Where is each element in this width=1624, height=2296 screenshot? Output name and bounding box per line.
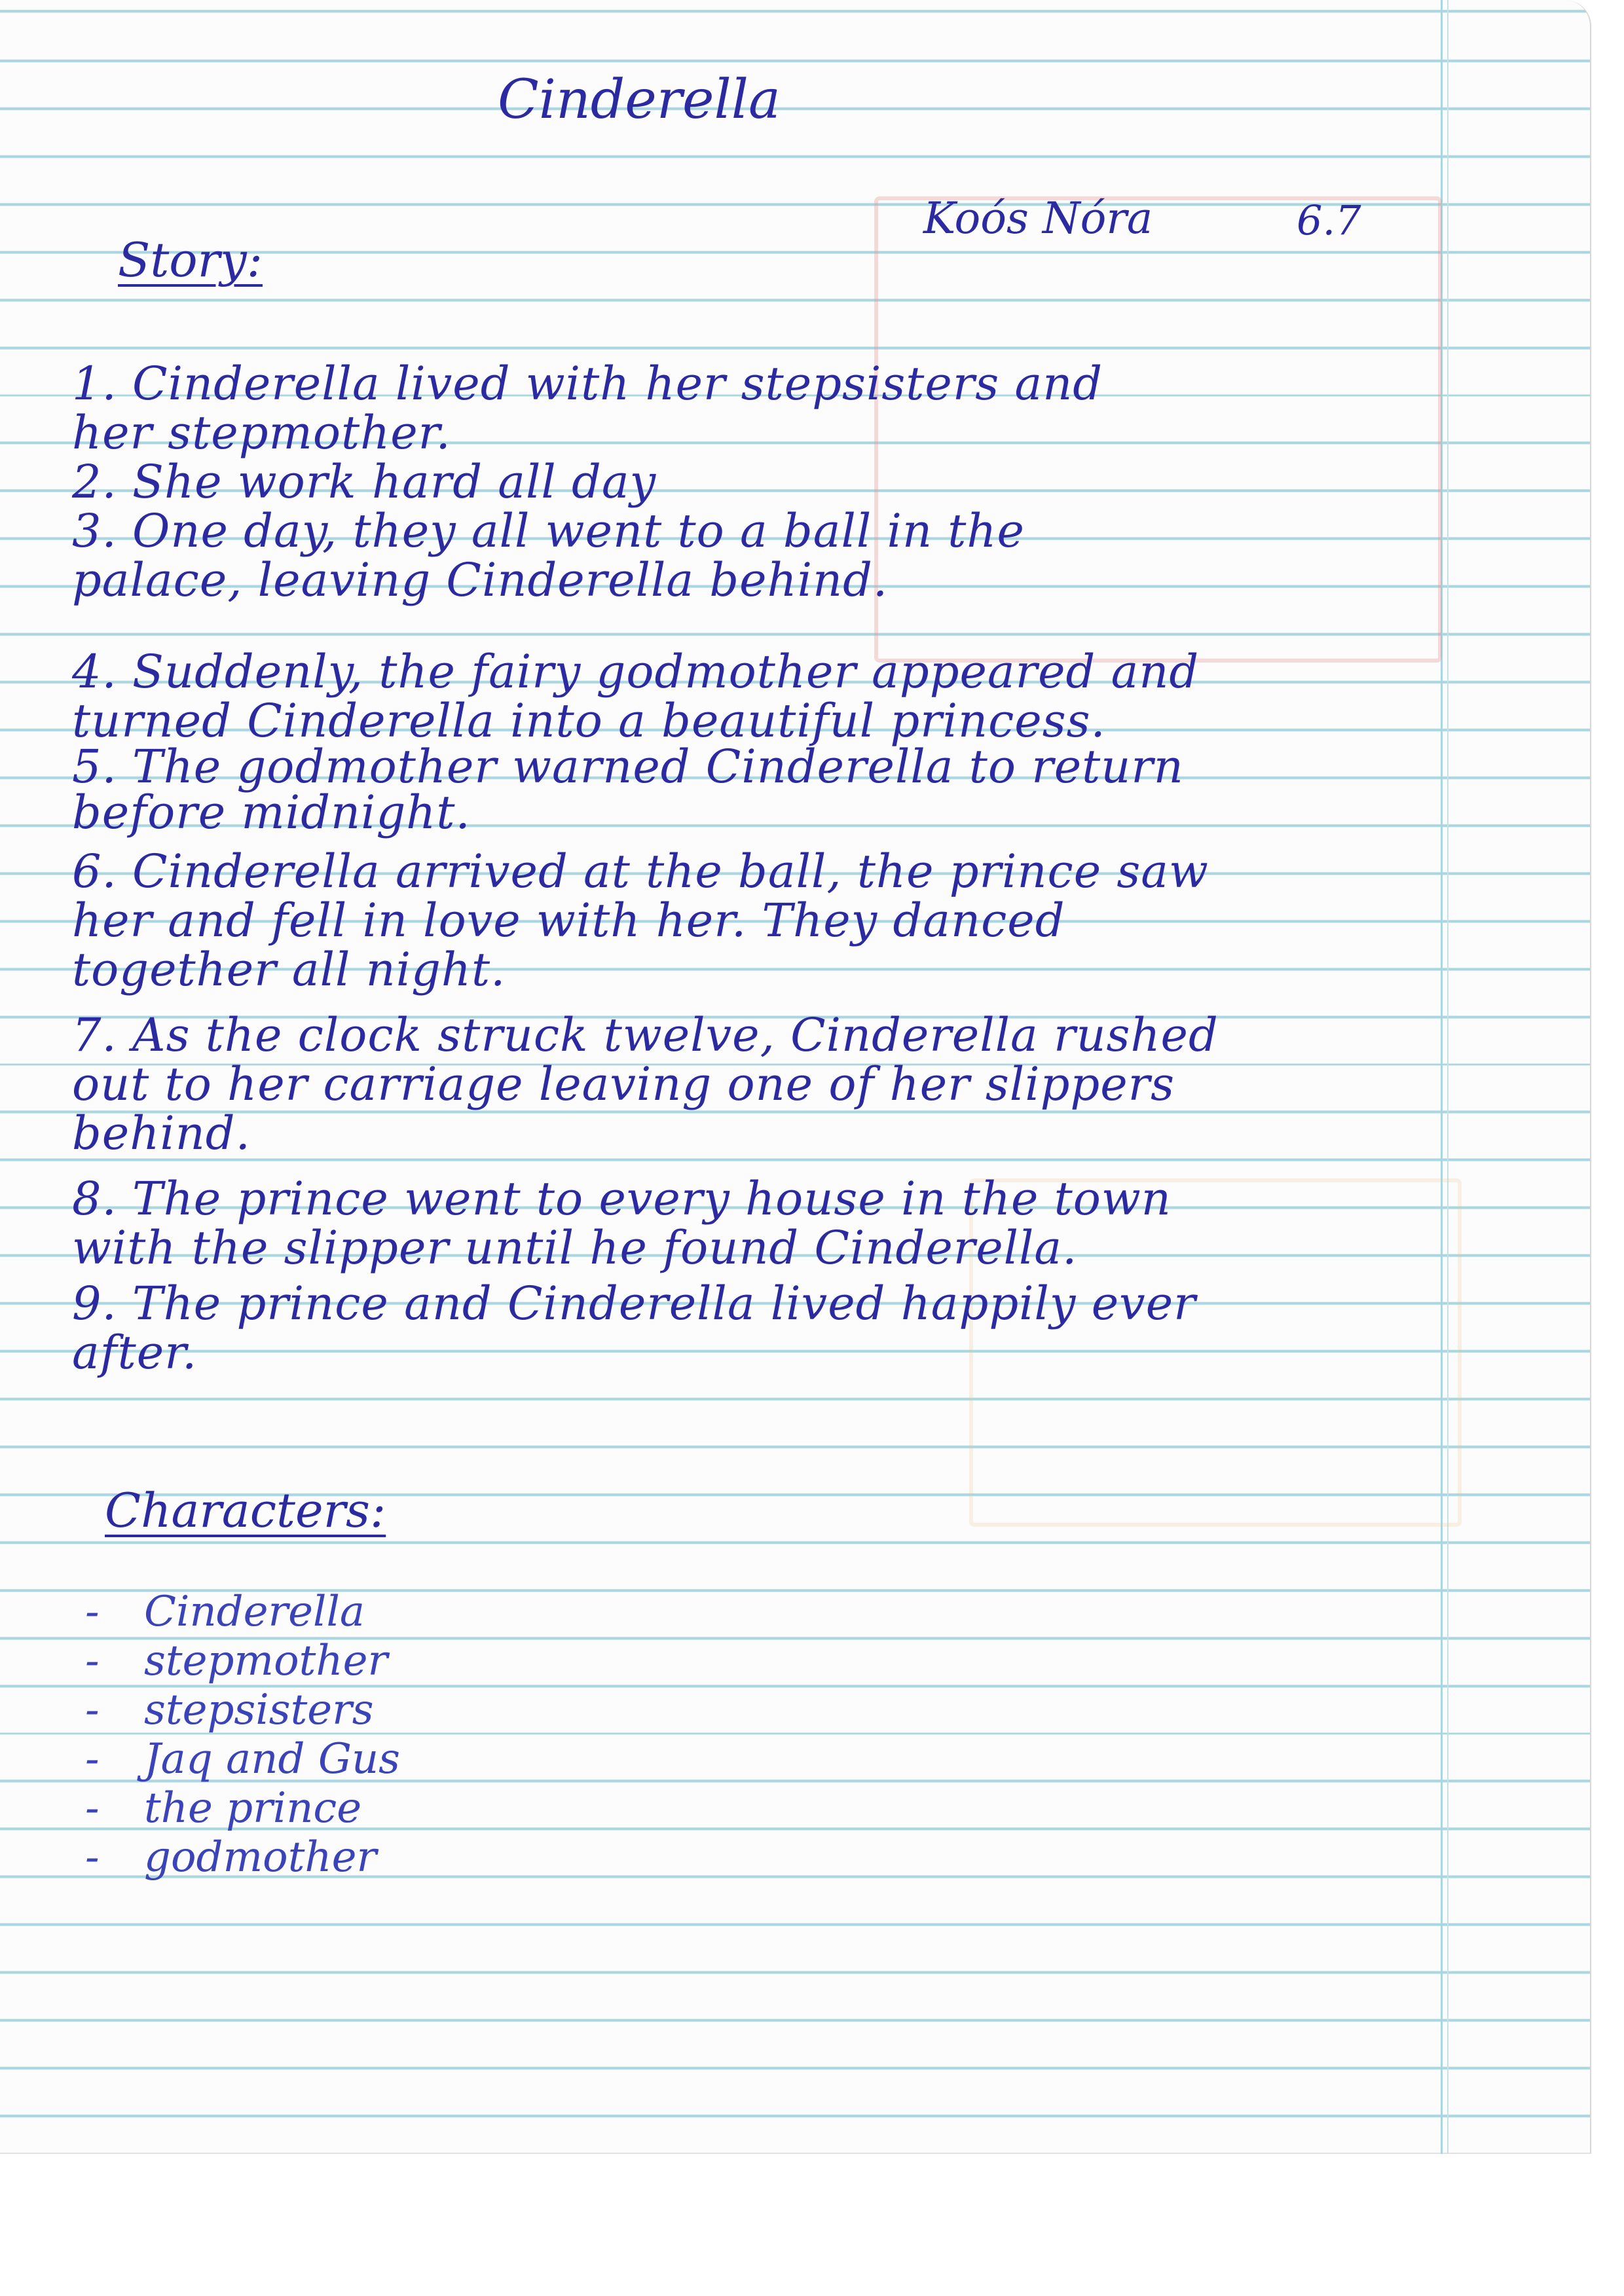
list-dash: - <box>85 1784 100 1832</box>
character-item <box>85 1637 388 1685</box>
story-line: together all night. <box>72 943 506 996</box>
list-dash: - <box>85 1686 100 1734</box>
list-dash: - <box>85 1637 100 1685</box>
list-dash: - <box>85 1833 100 1882</box>
character-name: stepmother <box>144 1637 388 1685</box>
story-line: 9. The prince and Cinderella lived happily ever <box>72 1277 1196 1330</box>
story-line: turned Cinderella into a beautiful princess. <box>72 694 1106 748</box>
story-line: 1. Cinderella lived with her stepsisters and <box>72 357 1103 410</box>
story-line: before midnight. <box>72 786 471 839</box>
character-item <box>85 1735 400 1783</box>
character-item <box>85 1588 365 1636</box>
list-dash: - <box>85 1735 100 1783</box>
character-item <box>85 1686 374 1734</box>
story-line: 3. One day, they all went to a ball in the <box>72 504 1025 558</box>
story-line: 8. The prince went to every house in the town <box>72 1172 1172 1226</box>
story-line: her stepmother. <box>72 406 451 460</box>
student-class: 6.7 <box>1297 196 1361 244</box>
character-name: the prince <box>144 1784 362 1832</box>
student-name: Koós Nóra <box>923 193 1153 244</box>
story-line: with the slipper until he found Cinderella. <box>72 1221 1078 1275</box>
story-line: after. <box>72 1326 198 1379</box>
margin-line-secondary <box>1447 0 1449 2154</box>
character-item <box>85 1784 361 1832</box>
story-line: 4. Suddenly, the fairy godmother appeared and <box>72 645 1200 699</box>
story-line: out to her carriage leaving one of her slippers <box>72 1057 1175 1111</box>
faint-show-through-box <box>874 196 1442 663</box>
story-line: 2. She work hard all day <box>72 455 657 509</box>
page-title: Cinderella <box>498 69 781 131</box>
story-line: behind. <box>72 1106 251 1160</box>
story-line: 6. Cinderella arrived at the ball, the prince saw <box>72 845 1209 898</box>
story-heading: Story: <box>118 232 263 287</box>
character-name: Cinderella <box>144 1588 365 1636</box>
characters-heading: Characters: <box>105 1483 386 1538</box>
character-name: stepsisters <box>144 1686 374 1734</box>
character-name: Jaq and Gus <box>144 1735 400 1783</box>
story-line: palace, leaving Cinderella behind. <box>72 553 889 607</box>
character-item <box>85 1833 377 1882</box>
story-line: her and fell in love with her. They danced <box>72 894 1065 947</box>
list-dash: - <box>85 1588 100 1636</box>
story-line: 5. The godmother warned Cinderella to return <box>72 740 1184 793</box>
story-line: 7. As the clock struck twelve, Cinderella rushed <box>72 1008 1219 1062</box>
character-name: godmother <box>144 1833 377 1882</box>
